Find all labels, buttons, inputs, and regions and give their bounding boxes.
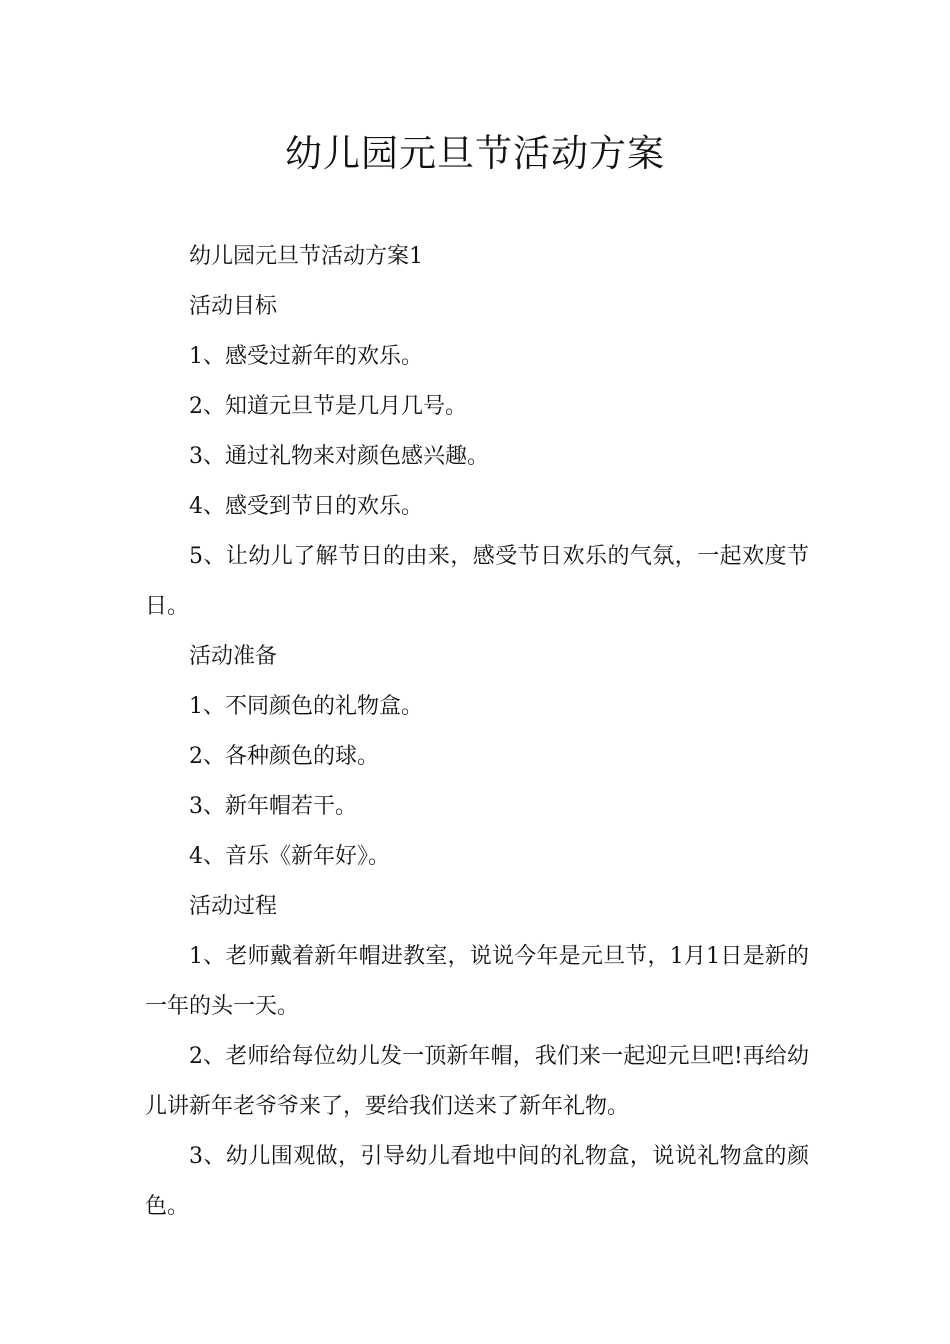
subheading-goals: 活动目标: [189, 294, 278, 319]
list-item: 3、通过礼物来对颜色感兴趣。: [189, 444, 489, 469]
list-item: 3、幼儿围观做，引导幼儿看地中间的礼物盒，说说礼物盒的颜色。: [145, 1144, 809, 1219]
document-body: [145, 232, 809, 1232]
subheading-preparation: 活动准备: [189, 644, 278, 669]
list-item: 2、知道元旦节是几月几号。: [189, 394, 467, 419]
list-item: 4、音乐《新年好》。: [189, 844, 390, 869]
subheading-process: 活动过程: [189, 894, 278, 919]
section-heading: 幼儿园元旦节活动方案1: [189, 244, 423, 269]
list-item: 1、感受过新年的欢乐。: [189, 344, 423, 369]
list-item: 2、各种颜色的球。: [189, 744, 379, 769]
list-item: 2、老师给每位幼儿发一顶新年帽，我们来一起迎元旦吧!再给幼儿讲新年老爷爷来了，要给我们送来了新年礼物。: [145, 1044, 809, 1119]
page-title: 幼儿园元旦节活动方案: [285, 132, 665, 175]
list-item: 1、不同颜色的礼物盒。: [189, 694, 423, 719]
list-item: 3、新年帽若干。: [189, 794, 357, 819]
list-item: 4、感受到节日的欢乐。: [189, 494, 423, 519]
list-item: 1、老师戴着新年帽进教室，说说今年是元旦节，1月1日是新的一年的头一天。: [145, 944, 809, 1019]
list-item: 5、让幼儿了解节日的由来，感受节日欢乐的气氛，一起欢度节日。: [145, 544, 809, 619]
